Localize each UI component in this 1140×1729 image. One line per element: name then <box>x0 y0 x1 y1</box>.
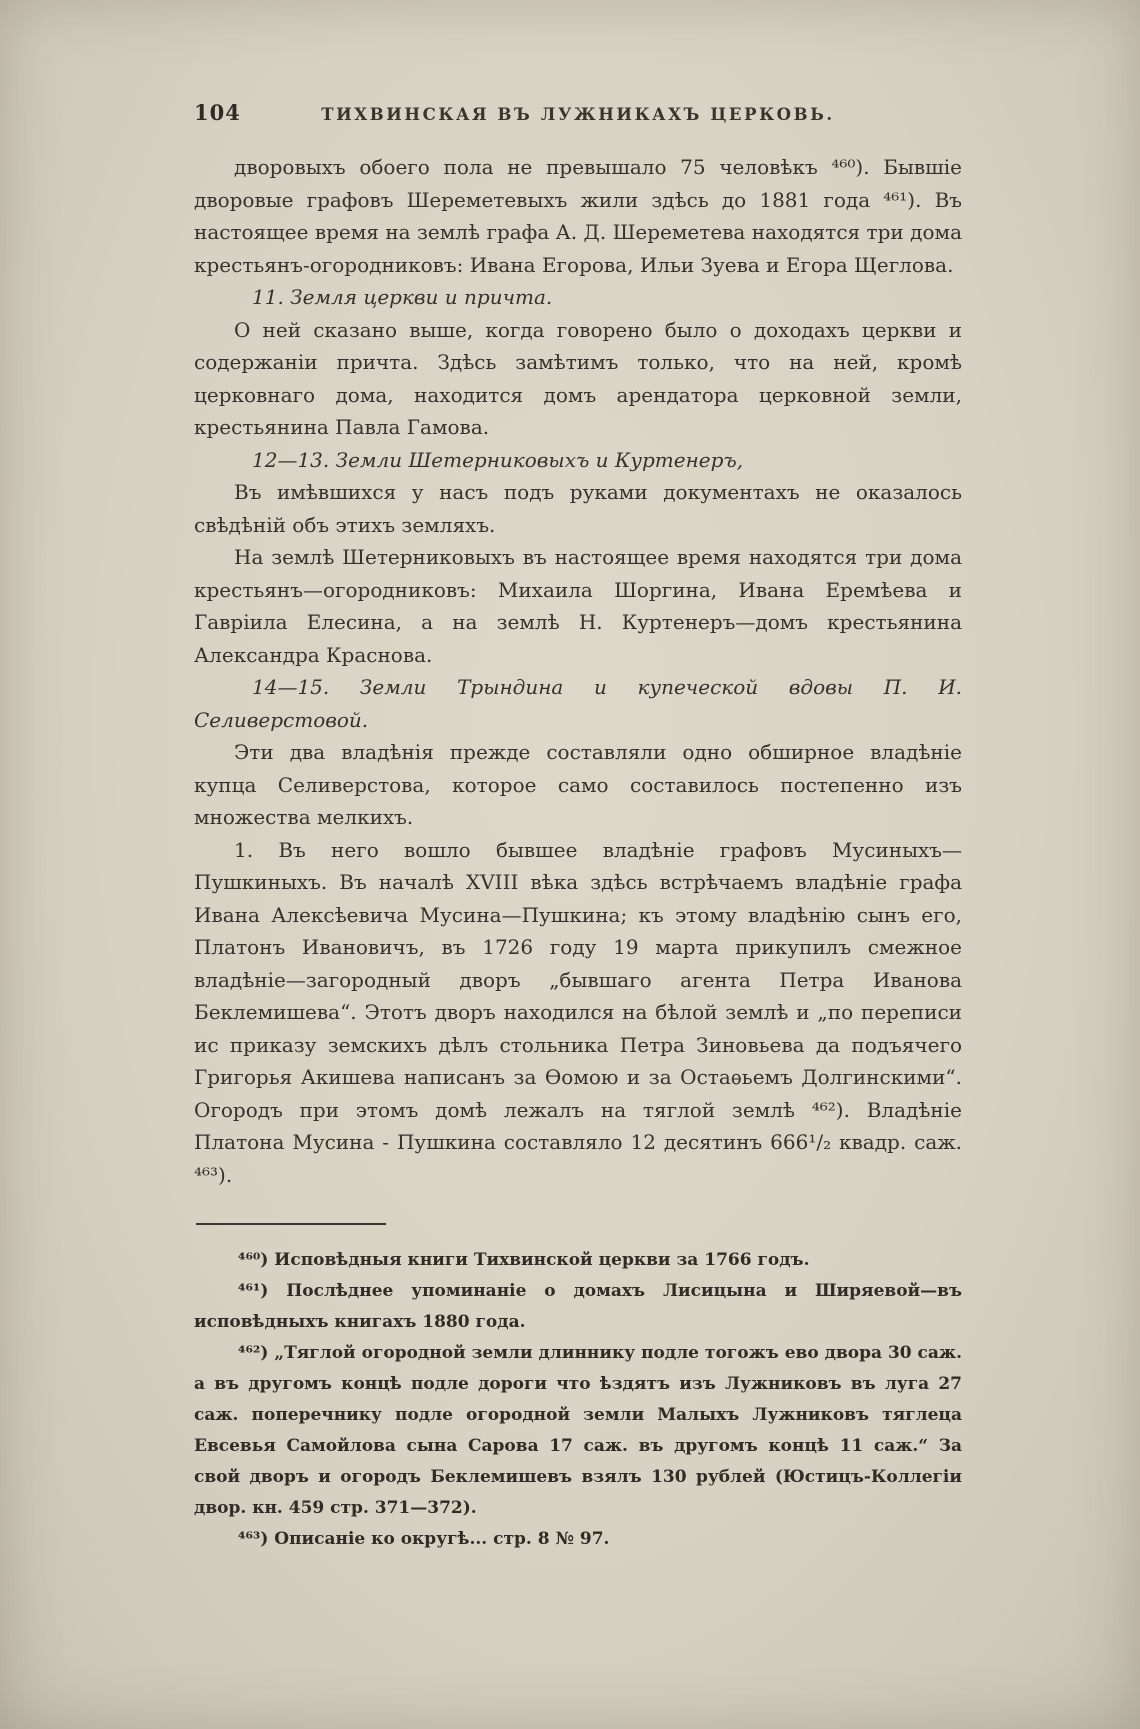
footnote: ⁴⁶²) „Тяглой огородной земли длиннику подле тогожъ ево двора 30 саж. а въ другомъ концѣ подле дороги что ѣздятъ изъ Лужниковъ въ луга 27 саж. поперечнику подле огородной земли Малыхъ Лужниковъ тяглеца Евсевья Самойлова сына Сарова 17 саж. въ другомъ концѣ 11 саж.“ За свой дворъ и огородъ Беклемишевъ взялъ 130 рублей (Юстицъ-Коллегіи двор. кн. 459 стр. 371—372). <box>194 1343 962 1518</box>
section-heading: 11. Земля церкви и причта. <box>252 285 553 309</box>
body-text <box>194 151 962 1191</box>
paragraph: О ней сказано выше, когда говорено было о доходахъ церкви и содержаніи причта. Здѣсь замѣтимъ только, что на ней, кромѣ церковнаго дома, находится домъ арендатора церковной земли, крестьянина Павла Гамова. <box>194 317 962 439</box>
section-heading: 14—15. Земли Трындина и купеческой вдовы П. И. Селиверстовой. <box>194 675 962 732</box>
paragraph: Эти два владѣнія прежде составляли одно обширное владѣніе купца Селиверстова, которое само составилось постепенно изъ множества мелкихъ. <box>194 740 962 829</box>
paragraph: На землѣ Шетерниковыхъ въ настоящее время находятся три дома крестьянъ—огородниковъ: Михаила Шоргина, Ивана Еремѣева и Гавріила Елесина, а на землѣ Н. Куртенеръ—домъ крестьянина Александра Краснова. <box>194 545 962 667</box>
section-heading: 12—13. Земли Шетерниковыхъ и Куртенеръ, <box>252 447 744 472</box>
footnotes <box>194 1245 962 1555</box>
page-header <box>194 100 962 125</box>
paragraph: Въ имѣвшихся у насъ подъ руками документахъ не оказалось свѣдѣній объ этихъ земляхъ. <box>194 480 962 537</box>
footnote-rule <box>196 1223 386 1225</box>
paragraph: 1. Въ него вошло бывшее владѣніе графовъ Мусиныхъ—Пушкиныхъ. Въ началѣ XVIII вѣка здѣсь встрѣчаемъ владѣніе графа Ивана Алексѣевича Мусина—Пушкина; къ этому владѣнію сынъ его, Платонъ Ивановичъ, въ 1726 году 19 марта прикупилъ смежное владѣніе—загородный дворъ „бывшаго агента Петра Иванова Беклемишева“. Этотъ дворъ находился на бѣлой землѣ и „по переписи ис приказу земскихъ дѣлъ стольника Петра Зиновьева да подъячего Григорья Акишева написанъ за Ѳомою и за Остаѳьемъ Долгинскими“. Огородъ при этомъ домѣ лежалъ на тяглой землѣ ⁴⁶²). Владѣніе Платона Мусина - Пушкина составляло 12 десятинъ 666¹/₂ квадр. саж. ⁴⁶³). <box>194 837 962 1187</box>
page-number: 104 <box>194 100 241 125</box>
footnote: ⁴⁶¹) Послѣднее упоминаніе о домахъ Лисицына и Ширяевой—въ исповѣдныхъ книгахъ 1880 года. <box>194 1281 962 1332</box>
paragraph: дворовыхъ обоего пола не превышало 75 человѣкъ ⁴⁶⁰). Бывшіе дворовые графовъ Шереметевыхъ жили здѣсь до 1881 года ⁴⁶¹). Въ настоящее время на землѣ графа А. Д. Шереметева находятся три дома крестьянъ-огородниковъ: Ивана Егорова, Ильи Зуева и Егора Щеглова. <box>194 155 962 277</box>
running-header: ТИХВИНСКАЯ ВЪ ЛУЖНИКАХЪ ЦЕРКОВЬ. <box>321 105 835 124</box>
footnote: ⁴⁶³) Описаніе ко округѣ... стр. 8 № 97. <box>238 1529 610 1549</box>
footnote: ⁴⁶⁰) Исповѣдныя книги Тихвинской церкви за 1766 годъ. <box>238 1250 810 1270</box>
